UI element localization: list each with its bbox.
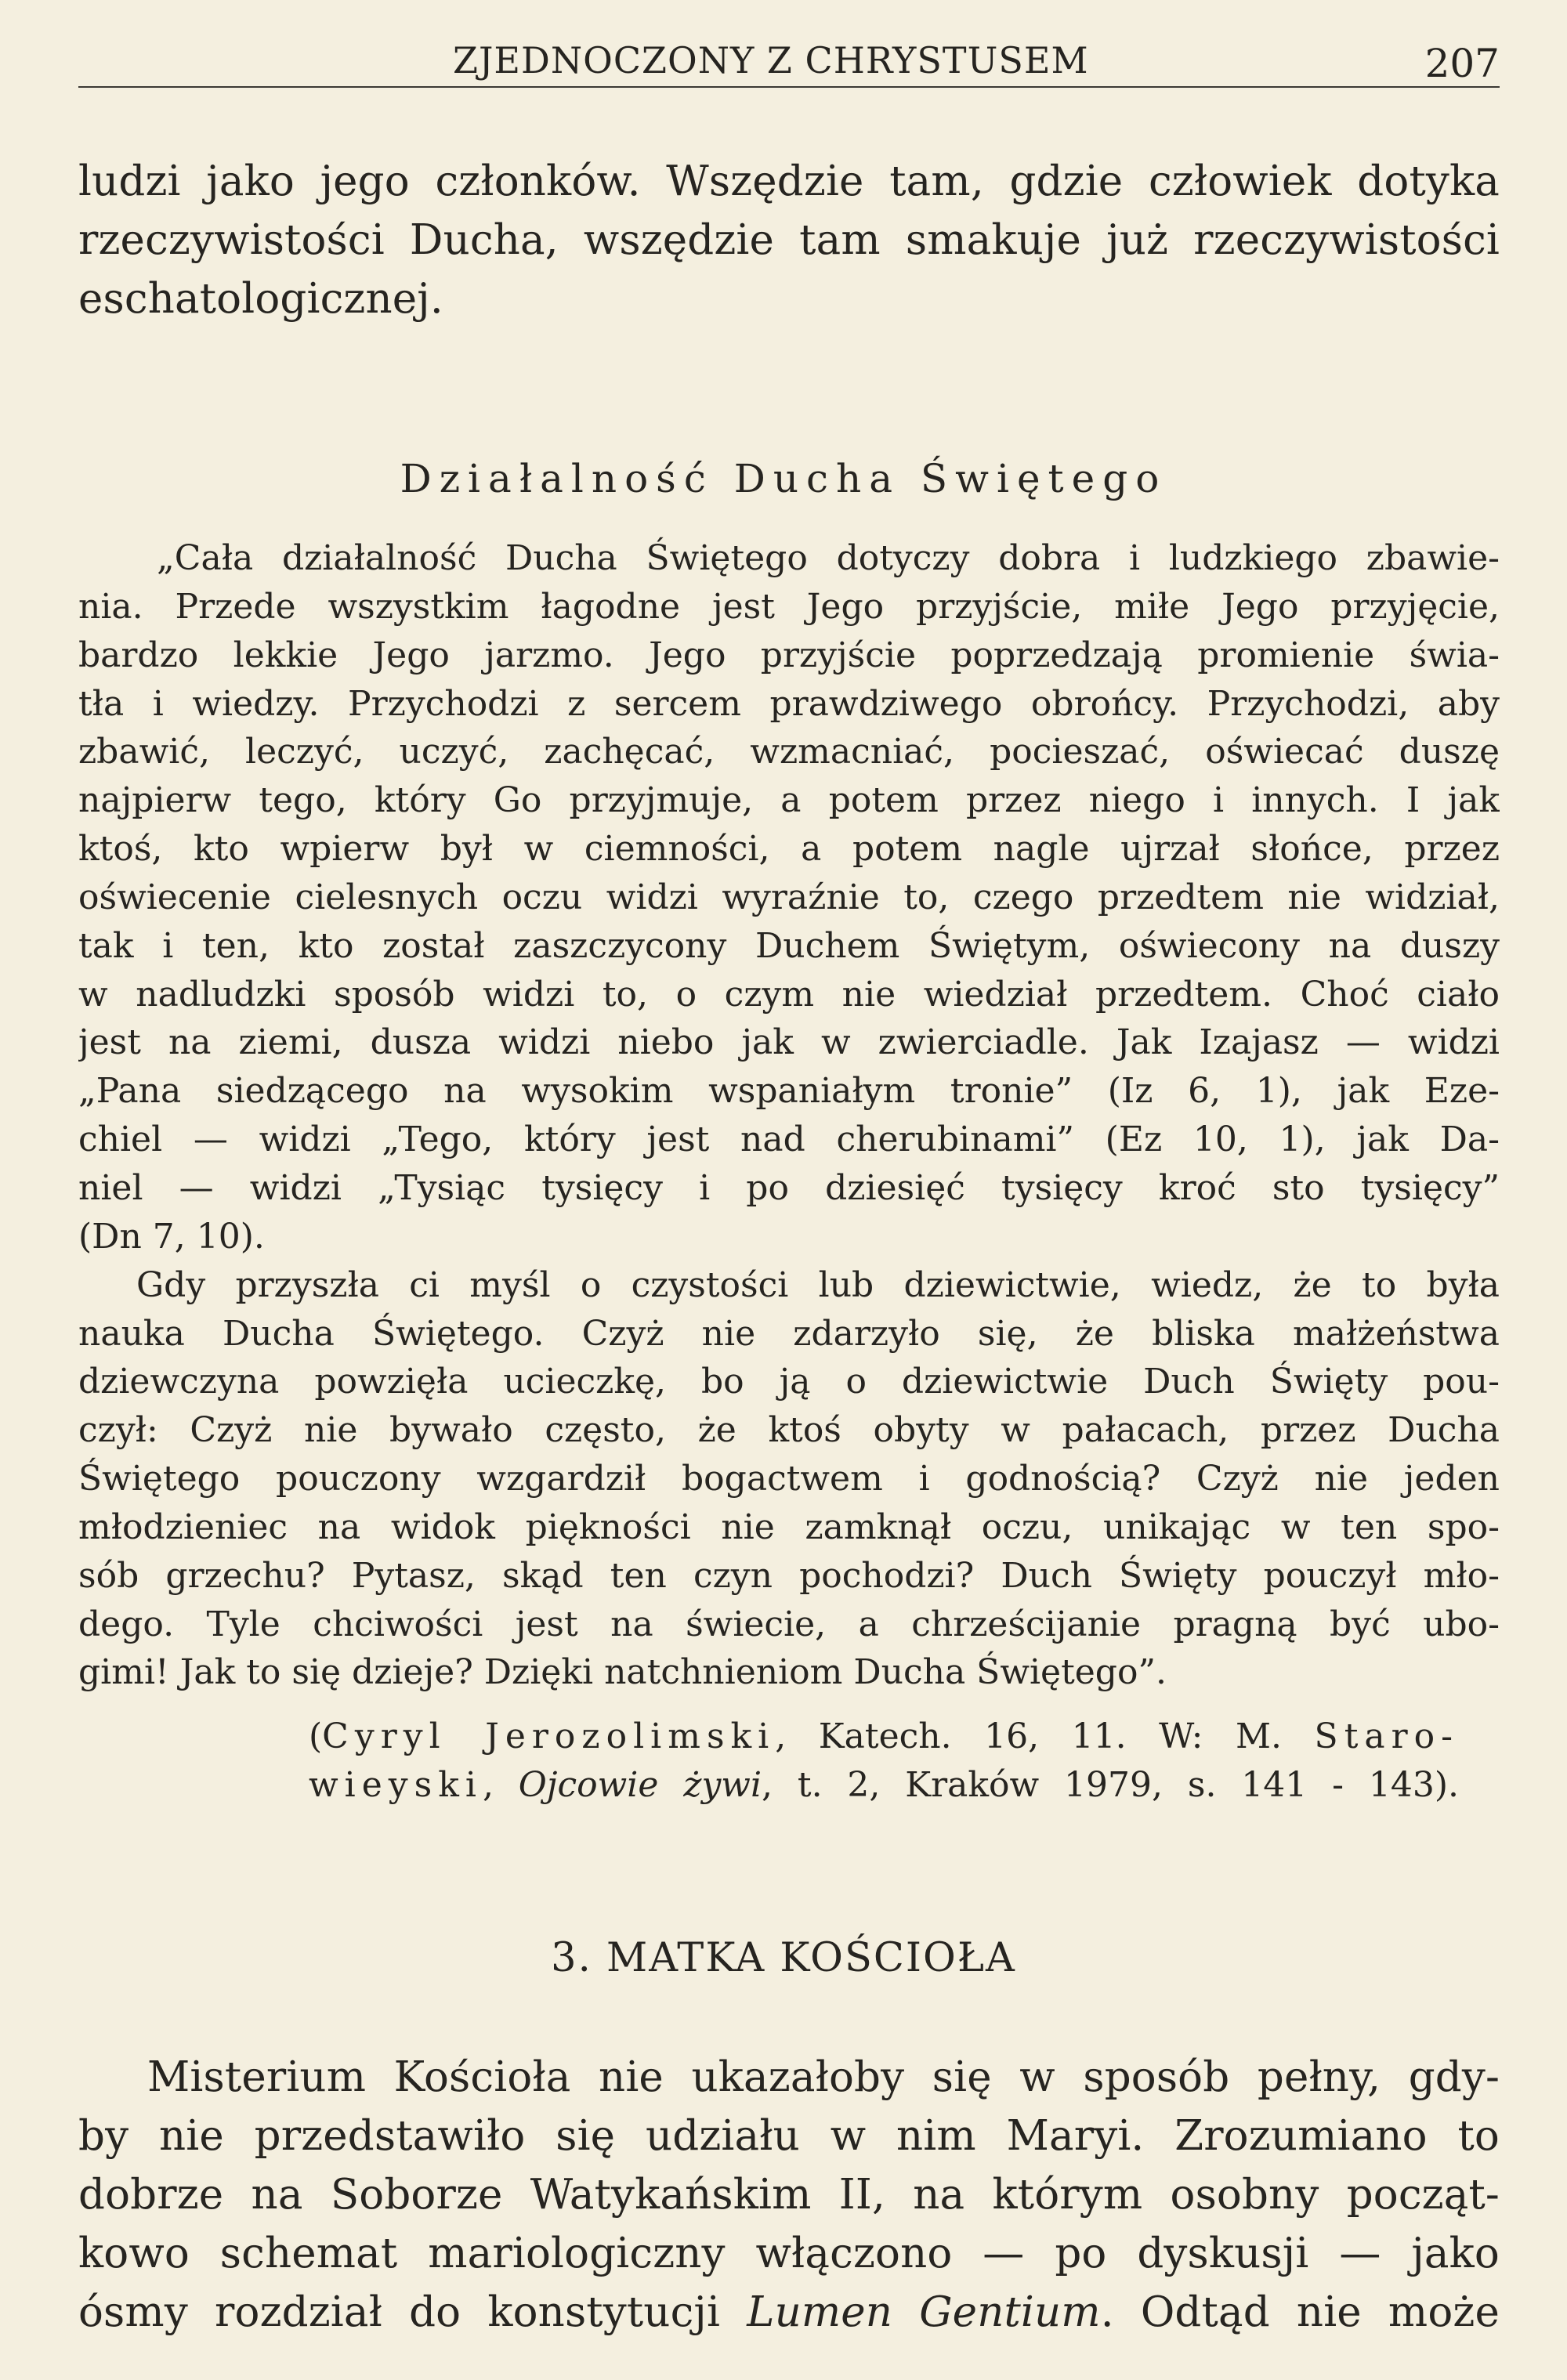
quote-line: jest na ziemi, dusza widzi niebo jak w zwierciadle. Jak Izajasz — widzi [78,1022,1500,1063]
text-line: eschatologicznej. [78,275,443,323]
quote-line: bardzo lekkie Jego jarzmo. Jego przyjście poprzedzają promienie świa- [78,635,1500,675]
quote-line: tak i ten, kto został zaszczycony Duchem Świętym, oświecony na duszy [78,925,1500,966]
quote-line: Świętego pouczony wzgardził bogactwem i godnością? Czyż nie jeden [78,1459,1500,1499]
italic-title: Lumen Gentium [747,2288,1101,2336]
quote-line: Gdy przyszła ci myśl o czystości lub dziewictwie, wiedz, że to była [136,1264,1500,1305]
quote-line: najpierw tego, który Go przyjmuje, a potem przez niego i innych. I jak [78,780,1500,821]
quote-line: sób grzechu? Pytasz, skąd ten czyn pochodzi? Duch Święty pouczył mło- [78,1555,1500,1596]
citation-details: , t. 2, Kraków 1979, s. 141 - 143). [762,1764,1459,1805]
quote-line: nia. Przede wszystkim łagodne jest Jego przyjście, miłe Jego przyjęcie, [78,586,1500,627]
citation-book-title: Ojcowie żywi [518,1764,762,1805]
text-line: ludzi jako jego członków. Wszędzie tam, gdzie człowiek dotyka [78,157,1500,205]
citation-editor: Staro- [1314,1716,1459,1756]
quote-line: niel — widzi „Tysiąc tysięcy i po dziesięć tysięcy kroć sto tysięcy” [78,1167,1500,1208]
quote-line: czył: Czyż nie bywało często, że ktoś obyty w pałacach, przez Ducha [78,1410,1500,1451]
text-line: kowo schemat mariologiczny włączono — po dyskusji — jako [78,2230,1500,2277]
opening-paragraph [78,152,1500,328]
chapter-paragraph [78,2048,1500,2342]
quote-line: tła i wiedzy. Przychodzi z sercem prawdziwego obrońcy. Przychodzi, aby [78,683,1500,724]
quote-line: (Dn 7, 10). [78,1216,265,1257]
chapter-heading: 3. MATKA KOŚCIOŁA [551,1935,1016,1981]
text-line: Misterium Kościoła nie ukazałoby się w sposób pełny, gdy- [147,2053,1500,2101]
page-number: 207 [1424,41,1500,86]
citation-editor-cont: wieyski [309,1764,483,1805]
citation-line [309,1761,1459,1810]
citation-author: Cyryl Jerozolimski [322,1716,776,1756]
text-line: by nie przedstawiło się udziału w nim Maryi. Zrozumiano to [78,2112,1500,2160]
quote-line: dego. Tyle chciwości jest na świecie, a chrześcijanie pragną być ubo- [78,1604,1500,1644]
running-head [78,36,1500,88]
text-segment: ósmy rozdział do konstytucji [78,2288,747,2336]
text-line: rzeczywistości Ducha, wszędzie tam smakuje już rzeczywistości [78,216,1500,264]
text-line: dobrze na Soborze Watykańskim II, na którym osobny począt- [78,2171,1500,2219]
text-segment: . Odtąd nie może [1100,2288,1500,2336]
citation-comma: , [482,1764,519,1805]
quote-line: dziewczyna powzięła ucieczkę, bo ją o dziewictwie Duch Święty pou- [78,1362,1500,1402]
quote-line: zbawić, leczyć, uczyć, zachęcać, wzmacniać, pocieszać, oświecać duszę [78,732,1500,772]
quote-line: „Pana siedzącego na wysokim wspaniałym tronie” (Iz 6, 1), jak Eze- [78,1071,1500,1112]
quote-line: ktoś, kto wpierw był w ciemności, a potem nagle ujrzał słońce, przez [78,829,1500,870]
quote-block [78,534,1500,1697]
quote-line: oświecenie cielesnych oczu widzi wyraźnie to, czego przedtem nie widział, [78,877,1500,917]
quote-line: gimi! Jak to się dzieje? Dzięki natchnieniom Ducha Świętego”. [78,1652,1167,1693]
quote-line: nauka Ducha Świętego. Czyż nie zdarzyło się, że bliska małżeństwa [78,1313,1500,1354]
quote-line: „Cała działalność Ducha Świętego dotyczy dobra i ludzkiego zbawie- [157,538,1500,578]
text-line [78,2283,1500,2342]
citation-open-paren: ( [309,1716,323,1756]
running-title: ZJEDNOCZONY Z CHRYSTUSEM [453,39,1089,81]
section-heading: Działalność Ducha Świętego [400,456,1167,501]
quote-line: w nadludzki sposób widzi to, o czym nie wiedział przedtem. Choć ciało [78,974,1500,1015]
quote-line: młodzieniec na widok piękności nie zamknął oczu, unikając w ten spo- [78,1506,1500,1547]
citation-line [309,1713,1459,1761]
quote-line: chiel — widzi „Tego, który jest nad cherubinami” (Ez 10, 1), jak Da- [78,1119,1500,1160]
citation [309,1713,1459,1809]
citation-source: , Katech. 16, 11. W: M. [775,1716,1315,1756]
